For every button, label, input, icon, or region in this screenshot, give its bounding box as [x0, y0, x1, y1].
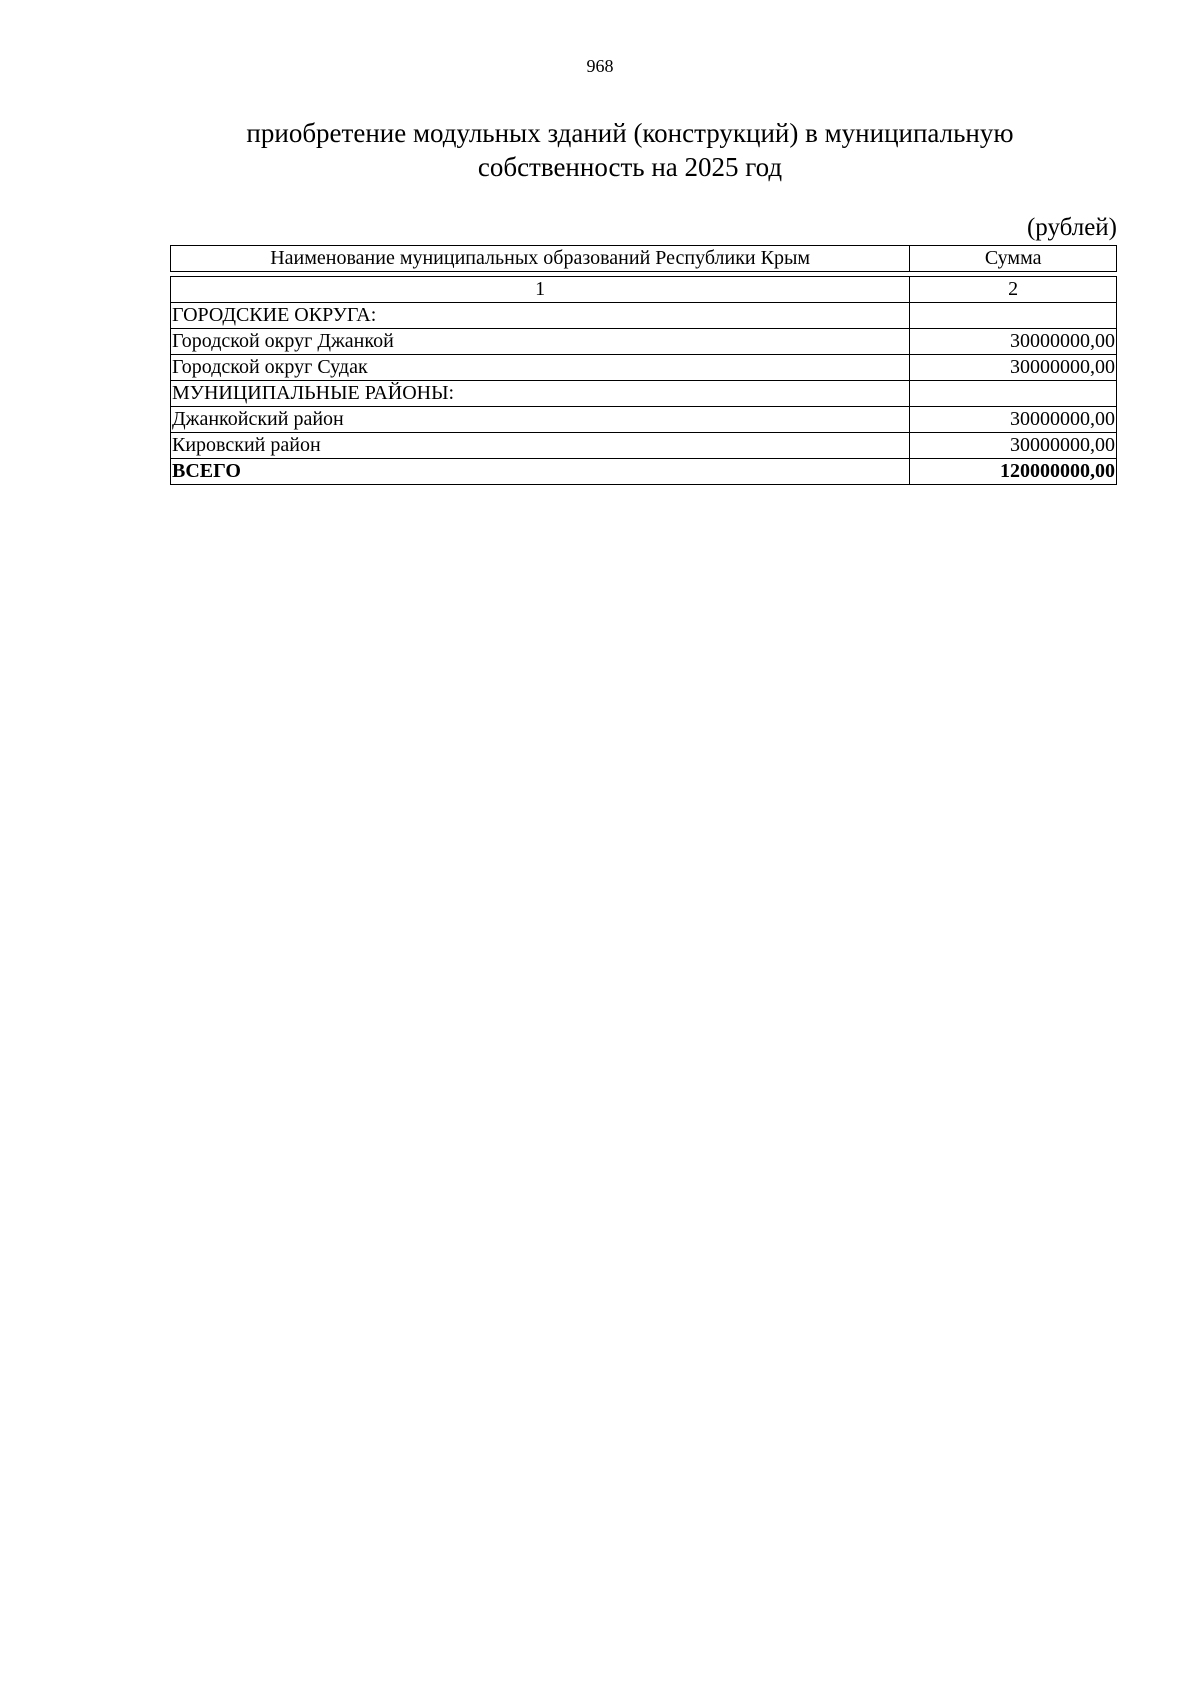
page-number: 968	[586, 56, 614, 76]
row-name: Городской округ Джанкой	[171, 329, 910, 355]
total-label: ВСЕГО	[171, 459, 910, 485]
row-name: МУНИЦИПАЛЬНЫЕ РАЙОНЫ:	[171, 381, 910, 407]
header-sum: Сумма	[910, 246, 1117, 272]
row-name: Городской округ Судак	[171, 355, 910, 381]
table-row	[171, 303, 1117, 329]
table-row	[171, 381, 1117, 407]
table-row	[171, 329, 1117, 355]
table-row	[171, 355, 1117, 381]
column-number-row	[171, 277, 1117, 303]
row-sum	[910, 381, 1117, 407]
row-sum	[910, 303, 1117, 329]
column-number: 1	[171, 277, 910, 303]
row-sum: 30000000,00	[910, 329, 1117, 355]
row-name: Джанкойский район	[171, 407, 910, 433]
table-row	[171, 407, 1117, 433]
document-title	[160, 116, 1100, 184]
total-sum: 120000000,00	[910, 459, 1117, 485]
table-row	[171, 433, 1117, 459]
total-row	[171, 459, 1117, 485]
title-line-1: приобретение модульных зданий (конструкций) в муниципальную	[246, 118, 1014, 148]
row-sum: 30000000,00	[910, 433, 1117, 459]
row-name: Кировский район	[171, 433, 910, 459]
header-name: Наименование муниципальных образований Республики Крым	[171, 246, 910, 272]
row-name: ГОРОДСКИЕ ОКРУГА:	[171, 303, 910, 329]
column-number: 2	[910, 277, 1117, 303]
units-label: (рублей)	[1026, 214, 1117, 241]
row-sum: 30000000,00	[910, 407, 1117, 433]
allocation-table	[170, 245, 1117, 485]
table-header-row	[171, 246, 1117, 272]
row-sum: 30000000,00	[910, 355, 1117, 381]
title-line-2: собственность на 2025 год	[477, 152, 783, 182]
